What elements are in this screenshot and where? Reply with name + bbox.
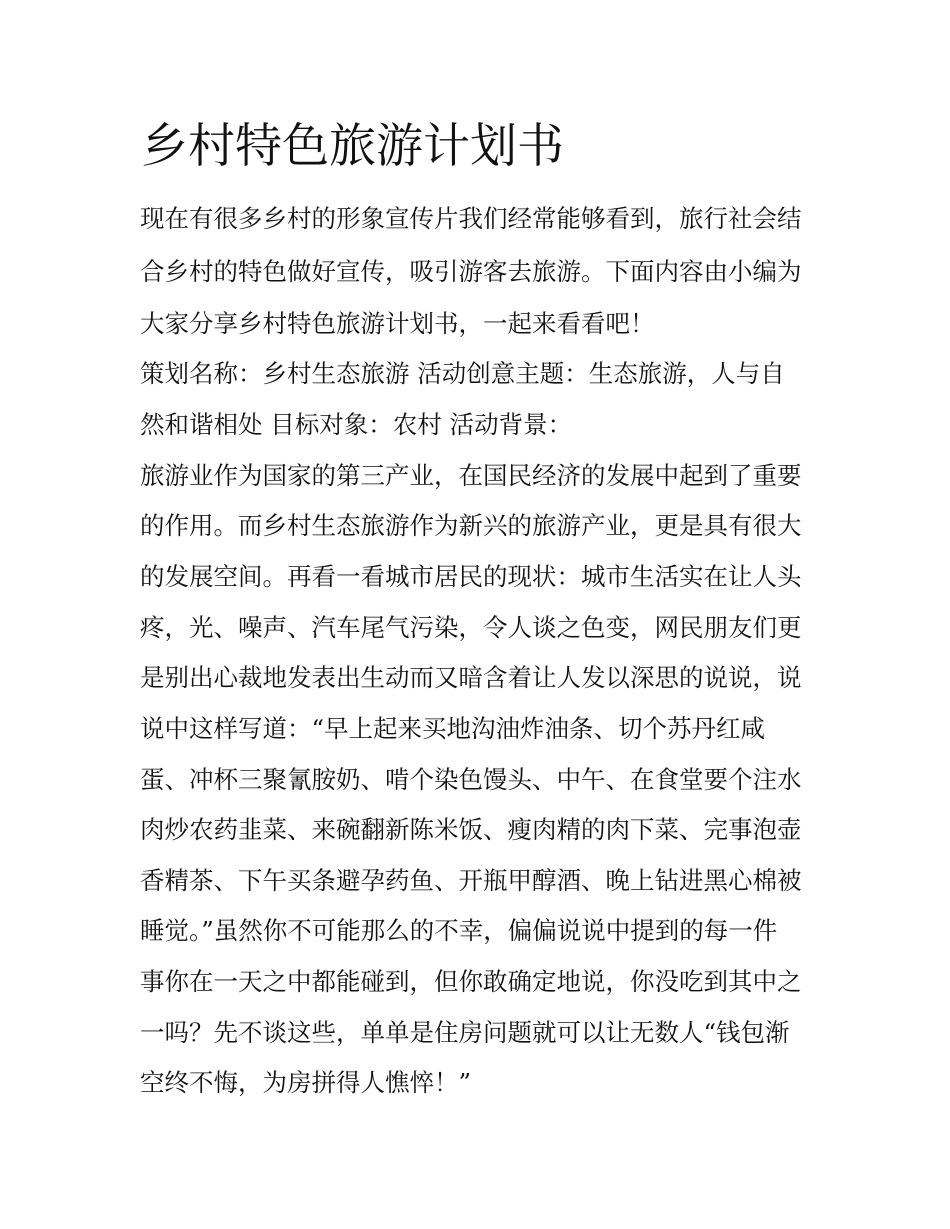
paragraph-line: 合乡村的特色做好宣传，吸引游客去旅游。下面内容由小编为 [140, 257, 802, 286]
paragraph-line: 旅游业作为国家的第三产业，在国民经济的发展中起到了重要 [140, 461, 802, 490]
paragraph-line: 睡觉。”虽然你不可能那么的不幸，偏偏说说中提到的每一件 [140, 916, 778, 945]
paragraph-line: 蛋、冲杯三聚氰胺奶、啃个染色馒头、中午、在食堂要个注水 [140, 765, 802, 794]
paragraph-line: 的发展空间。再看一看城市居民的现状：城市生活实在让人头 [140, 562, 802, 591]
paragraph-line: 现在有很多乡村的形象宣传片我们经常能够看到，旅行社会结 [140, 204, 802, 233]
paragraph-line: 是别出心裁地发表出生动而又暗含着让人发以深思的说说，说 [140, 663, 802, 692]
paragraph-line: 然和谐相处 目标对象：农村 活动背景： [140, 410, 573, 439]
paragraph-line: 一吗？先不谈这些，单单是住房问题就可以让无数人“钱包渐 [140, 1018, 790, 1047]
document-title: 乡村特色旅游计划书 [141, 119, 564, 174]
paragraph-line: 说中这样写道：“早上起来买地沟油炸油条、切个苏丹红咸 [140, 714, 766, 743]
paragraph-line: 大家分享乡村特色旅游计划书，一起来看看吧！ [140, 309, 655, 338]
paragraph-line: 事你在一天之中都能碰到，但你敢确定地说，你没吃到其中之 [140, 967, 802, 996]
paragraph-line: 香精茶、下午买条避孕药鱼、开瓶甲醇酒、晚上钻进黑心棉被 [140, 866, 802, 895]
paragraph-line: 肉炒农药韭菜、来碗翻新陈米饭、瘦肉精的肉下菜、完事泡壶 [140, 815, 802, 844]
paragraph-line: 疼，光、噪声、汽车尾气污染，令人谈之色变，网民朋友们更 [140, 613, 802, 642]
paragraph-line: 的作用。而乡村生态旅游作为新兴的旅游产业，更是具有很大 [140, 511, 802, 540]
paragraph-line: 策划名称：乡村生态旅游 活动创意主题：生态旅游，人与自 [140, 359, 785, 388]
paragraph-line: 空终不悔，为房拼得人憔悴！” [140, 1068, 472, 1097]
